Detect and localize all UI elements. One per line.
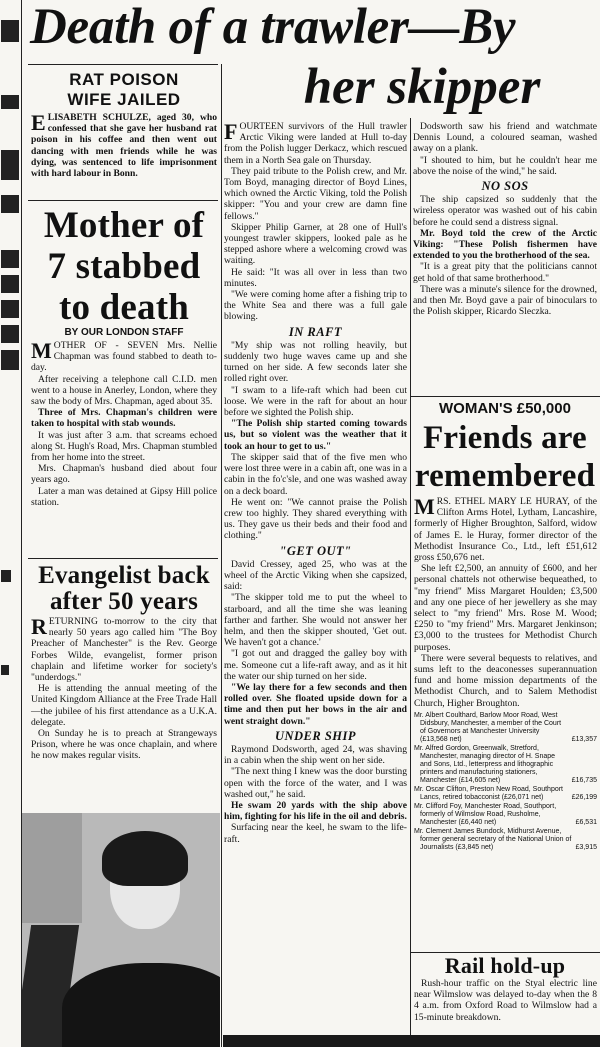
gutter-fragment — [1, 195, 19, 213]
woman-headline: Friends are remembered — [414, 420, 596, 494]
paragraph: MOTHER OF - SEVEN Mrs. Nellie Chapman was found stabbed to death to-day. — [31, 338, 217, 374]
gutter-fragment — [1, 20, 19, 42]
gutter-fragment — [1, 350, 19, 370]
mother-headline: Mother of 7 stabbed to death — [43, 205, 205, 328]
paragraph: Mr. Boyd told the crew of the Arctic Viking: "These Polish fishermen have extended to you the brotherhood of the sea. — [413, 227, 597, 262]
paragraph: MRS. ETHEL MARY LE HURAY, of the Clifton Arms Hotel, Lytham, Lancashire, formerly of Higher Broughton, Salford, widow of James E. le Huray, former director of the Methodist Insurance Co., Ltd., left £51,612 gross £50,676 net. — [414, 494, 597, 564]
gutter-fragment — [1, 250, 19, 268]
portrait-photo — [22, 813, 220, 1047]
paragraph: It was just after 3 a.m. that screams echoed along St. Hugh's Road, Mrs. Chapman stumbled from her home into the street. — [31, 429, 217, 464]
subheading: UNDER SHIP — [274, 728, 357, 743]
gutter-fragment — [1, 300, 19, 318]
paragraph: "I got out and dragged the galley boy with me. Someone cut a life-raft away, and as it hit the water our ship turned on her side. — [224, 648, 407, 682]
bequest-amount: £16,735 — [571, 776, 597, 784]
paragraph: David Cressey, aged 25, who was at the wheel of the Arctic Viking when she capsized, said: — [224, 558, 407, 593]
paragraph: Three of Mrs. Chapman's children were taken to hospital with stab wounds. — [31, 407, 217, 430]
woman-kicker: WOMAN'S £50,000 — [439, 400, 571, 417]
paragraph: "We lay there for a few seconds and then rolled over. She floated upside down for a time and then put her bows in the air and went straight down." — [224, 681, 407, 727]
paragraph: The ship capsized so suddenly that the wireless operator was washed out of his cabin before he could send a distress signal. — [413, 194, 597, 228]
bequest-amount: £26,199 — [571, 793, 597, 801]
main-headline-line1: Death of a trawler—By — [30, 0, 516, 55]
bequest-text: Mr. Alfred Gordon, Greenwalk, Stretford, Manchester, managing director of H. Snape and Sons, Ltd., letterpress and lithographic printers and manufacturing stationers, Manchester (£14,605 net) — [414, 744, 556, 784]
mother-byline: BY OUR LONDON STAFF — [64, 327, 184, 338]
paragraph: "The skipper told me to put the wheel to starboard, and all the time she was leaning farther and farther. She would not answer her helm, and then the skipper shouted, 'Get out. We haven't got a chance.' — [224, 592, 407, 649]
bequest-list — [414, 712, 597, 852]
gutter-fragment — [1, 570, 11, 582]
paragraph: Raymond Dodsworth, aged 24, was shaving in a cabin when the ship went on her side. — [224, 743, 407, 767]
woman-body — [414, 496, 597, 853]
rail-headline: Rail hold-up — [444, 953, 566, 978]
divider — [28, 558, 218, 559]
rat-poison-headline-1: RAT POISON — [69, 70, 179, 89]
subheading: NO SOS — [481, 179, 529, 194]
paragraph: Skipper Philip Garner, at 28 one of Hull's youngest trawler skippers, looked pale as he stepped ashore where a welcoming crowd was waiting. — [224, 221, 407, 267]
paragraph: They paid tribute to the Polish crew, and Mr. Tom Boyd, managing director of Boyd Lines, which owned the Arctic Viking, told the Polish skipper: "You and your crew are damn fine fellows." — [224, 165, 407, 222]
bequest-text: Mr. Albert Coulthard, Barlow Moor Road, West Didsbury, Manchester, a member of the Court of Governors at Manchester University (£13,568 net) — [414, 711, 562, 743]
bequest-text: Mr. Clifford Foy, Manchester Road, Southport, formerly of Wilmslow Road, Rusholme, Manchester (£6,440 net) — [414, 802, 557, 826]
paragraph: RETURNING to-morrow to the city that nearly 50 years ago called him "The Boy Preacher of Manchester" is the Rev. George Forbes Wilde, evangelist, former prison chaplain and lifetime worker for society's "underdogs." — [31, 614, 217, 684]
evangelist-headline: Evangelist back after 50 years — [38, 562, 210, 615]
paragraph: There were several bequests to relatives, and sums left to the deaconesses superannuation fund and home mission departments of the Methodist Church, and to Salem Methodist Church, Higher Broughton. — [414, 652, 597, 709]
bequest-row — [414, 828, 597, 852]
bequest-text: Mr. Oscar Clifton, Preston New Road, Southport Lancs, retired tobacconist (£26,071 net) — [414, 785, 564, 801]
gutter-fragment — [1, 95, 19, 109]
evangelist-body — [31, 616, 217, 762]
paragraph: He swam 20 yards with the ship above him, fighting for his life in the oil and debris. — [224, 799, 407, 823]
bequest-amount: £3,915 — [575, 843, 597, 851]
bequest-row — [414, 786, 597, 802]
paragraph: "We were coming home after a fishing trip to the White Sea and there was a full gale blowing. — [224, 289, 407, 323]
rail-body — [414, 978, 597, 1023]
paragraph: "It is a great pity that the politicians cannot get hold of that same brotherhood." — [413, 261, 597, 284]
subheading: IN RAFT — [288, 324, 343, 339]
bequest-amount: £13,357 — [571, 735, 597, 743]
rat-poison-headline-2: WIFE JAILED — [67, 90, 181, 109]
trawler-column-1 — [224, 121, 407, 845]
paragraph: "I shouted to him, but he couldn't hear me above the noise of the wind," he said. — [413, 154, 597, 177]
divider — [28, 200, 218, 201]
paragraph: "I swam to a life-raft which had been cut loose. We were in the raft for about an hour before we sighted the Polish ship. — [224, 384, 407, 419]
paragraph: FOURTEEN survivors of the Hull trawler Arctic Viking were landed at Hull to-day from the Polish lugger Derkacz, which rescued them in a North Sea gale on Thursday. — [224, 119, 407, 166]
bequest-amount: £6,531 — [575, 818, 597, 826]
paragraph: He went on: "We cannot praise the Polish crew too highly. They shared everything with us. They gave us their beds and their food and clothing." — [224, 496, 407, 542]
paragraph: On Sunday he is to preach at Strangeways Prison, where he was once chaplain, and where he now makes regular visits. — [31, 728, 217, 762]
gutter-fragment — [1, 150, 19, 180]
column-rule — [410, 118, 411, 1047]
divider — [411, 396, 600, 397]
paragraph: He said: "It was all over in less than two minutes. — [224, 266, 407, 289]
paragraph: ELISABETH SCHULZE, aged 30, who confessed that she gave her husband rat poison in his coffee and then went out dancing with men friends while he was dying, was sentenced to life imprisonment with hard labour in Bonn. — [31, 110, 217, 180]
bequest-text: Mr. Clement James Bundock, Midhurst Avenue, former general secretary of the National Union of Journalists (£3,845 net) — [414, 827, 572, 851]
mother-body — [31, 340, 217, 508]
bequest-row — [414, 712, 597, 744]
paragraph: Surfacing near the keel, he swam to the life-raft. — [224, 822, 407, 845]
adjacent-column-gutter — [0, 0, 22, 1047]
paragraph: The skipper said that of the five men who were lost three were in a cabin aft, one was in a cabin in the fo'c'sle, and one was washed away on a deck board. — [224, 451, 407, 497]
paragraph: "My ship was not rolling heavily, but suddenly two huge waves came up and she turned on her side. A few seconds later she rolled right over. — [224, 339, 407, 385]
gutter-fragment — [1, 325, 19, 343]
paragraph: Later a man was detained at Gipsy Hill police station. — [31, 485, 217, 508]
gutter-fragment — [1, 665, 9, 675]
paragraph: There was a minute's silence for the drowned, and then Mr. Boyd gave a pair of binoculars to the Polish skipper, Ricardo Sleczka. — [413, 283, 597, 318]
rat-poison-body — [31, 112, 217, 179]
paragraph: "The next thing I knew was the door bursting open with the force of the water, and I was washed out," he said. — [224, 766, 407, 800]
subheading: "GET OUT" — [279, 543, 352, 558]
paragraph: Rush-hour traffic on the Styal electric line near Wilmslow was delayed to-day when the 8 4 a.m. from Oxford Road to Wilmslow had a 15-minute breakdown. — [414, 978, 597, 1023]
column-rule — [221, 64, 222, 1047]
paragraph: After receiving a telephone call C.I.D. men went to a house in Anerley, London, where they saw the body of Mrs. Chapman, aged about 35. — [31, 373, 217, 408]
gutter-fragment — [1, 275, 19, 293]
divider — [223, 1035, 600, 1047]
paragraph: He is attending the annual meeting of the United Kingdom Alliance at the Free Trade Hall —the jubilee of his first attendance as a U.K.A. delegate. — [31, 683, 217, 728]
paragraph: She left £2,500, an annuity of £600, and her personal chattels not otherwise bequeathed, to "my friend" Miss Margaret Houlden; £3,500 and any one piece of her jewellery as she may select to "my friend" Mrs. Rose M. Wood; £250 to "my friend" Mrs. Margaret Jenkinson; £3,000 to the trustees for Methodist Church purposes. — [414, 563, 597, 653]
paragraph: Mrs. Chapman's husband died about four years ago. — [31, 463, 217, 486]
paragraph: "The Polish ship started coming towards us, but so violent was the weather that it took an hour to get to us." — [224, 418, 407, 452]
trawler-column-2 — [413, 121, 597, 317]
main-headline-line2: her skipper — [303, 59, 541, 115]
bequest-row — [414, 745, 597, 785]
bequest-row — [414, 803, 597, 827]
paragraph: Dodsworth saw his friend and watchmate Dennis Lound, a coloured seaman, washed away on a plank. — [413, 121, 597, 155]
